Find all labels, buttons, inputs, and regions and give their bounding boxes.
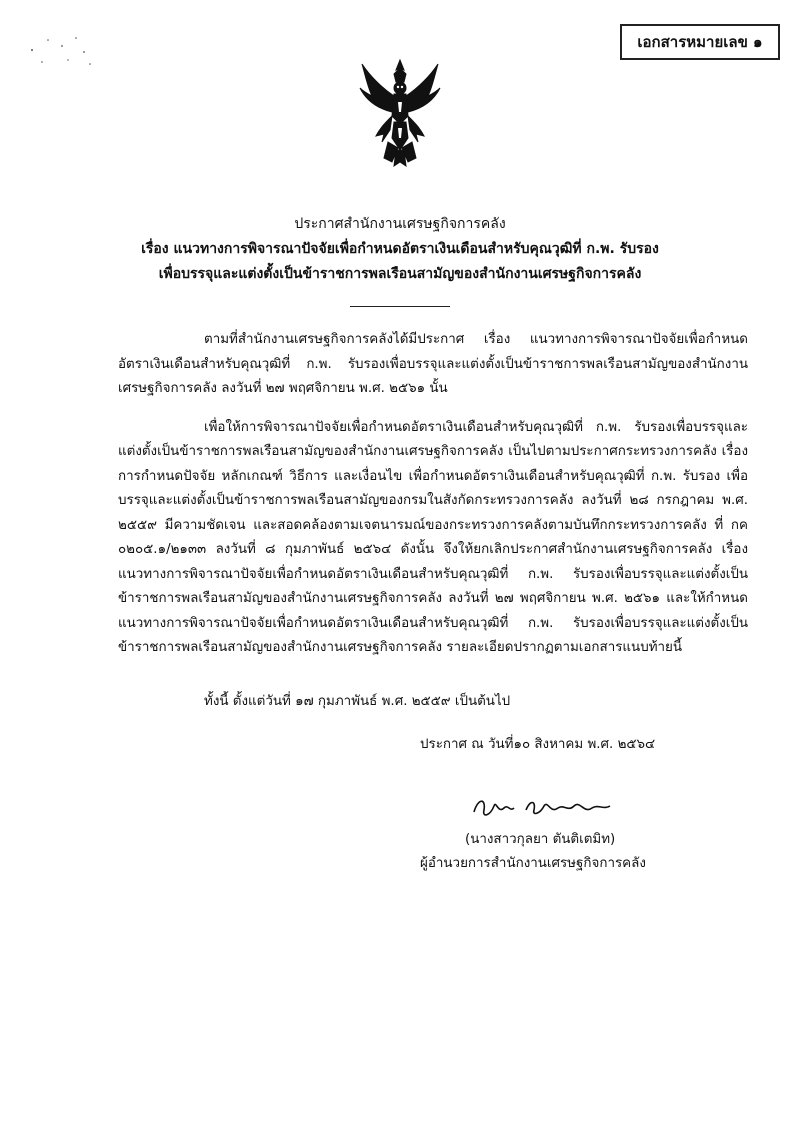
heading-divider [350, 306, 450, 307]
document-number-label: เอกสารหมายเลข ๑ [620, 24, 780, 60]
handwritten-signature [470, 790, 620, 826]
scan-speckles [28, 34, 98, 74]
signer-title: ผู้อำนวยการสำนักงานเศรษฐกิจการคลัง [420, 856, 646, 871]
garuda-emblem [358, 58, 442, 168]
heading-issuer: ประกาศสำนักงานเศรษฐกิจการคลัง [294, 216, 506, 232]
effective-date-statement: ทั้งนี้ ตั้งแต่วันที่ ๑๗ กุมภาพันธ์ พ.ศ. ๒๕๕๙ เป็นต้นไป [204, 694, 511, 709]
paragraph-background: ตามที่สำนักงานเศรษฐกิจการคลังได้มีประกาศ เรื่อง แนวทางการพิจารณาปัจจัยเพื่อกำหนดอัตราเงินเดือนสำหรับคุณวุฒิที่ ก.พ. รับรองเพื่อบรรจุและแต่งตั้งเป็นข้าราชการพลเรือนสามัญของสำนักงานเศรษฐกิจการคลัง ลงวันที่ ๒๗ พฤศจิกายน พ.ศ. ๒๕๖๑ นั้น [118, 332, 748, 396]
paragraph-purpose: เพื่อให้การพิจารณาปัจจัยเพื่อกำหนดอัตราเงินเดือนสำหรับคุณวุฒิที่ ก.พ. รับรองเพื่อบรรจุและแต่งตั้งเป็นข้าราชการพลเรือนสามัญของสำนักงานเศรษฐกิจการคลัง เป็นไปตามประกาศกระทรวงการคลัง เรื่อง การกำหนดปัจจัย หลักเกณฑ์ วิธีการ และเงื่อนไข เพื่อกำหนดอัตราเงินเดือนสำหรับคุณวุฒิที่ ก.พ. รับรอง เพื่อบรรจุและแต่งตั้งเป็นข้าราชการพลเรือนสามัญของกรมในสังกัดกระทรวงการคลัง ลงวันที่ ๒๘ กรกฎาคม พ.ศ. ๒๕๕๙ มีความชัดเจน และสอดคล้องตามเจตนารมณ์ของกระทรวงการคลังตามบันทึกกระทรวงการคลัง ที่ กค ๐๒๐๕.๑/๒๑๓๓ ลงวันที่ ๘ กุมภาพันธ์ ๒๕๖๔ ดังนั้น จึงให้ยกเลิกประกาศสำนักงานเศรษฐกิจการคลัง เรื่อง แนวทางการพิจารณาปัจจัยเพื่อกำหนดอัตราเงินเดือนสำหรับคุณวุฒิที่ ก.พ. รับรองเพื่อบรรจุและแต่งตั้งเป็นข้าราชการพลเรือนสามัญของสำนักงานเศรษฐกิจการคลัง ลงวันที่ ๒๗ พฤศจิกายน พ.ศ. ๒๕๖๑ และให้กำหนดแนวทางการพิจารณาปัจจัยเพื่อกำหนดอัตราเงินเดือนสำหรับคุณวุฒิที่ ก.พ. รับรองเพื่อบรรจุและแต่งตั้งเป็นข้าราชการพลเรือนสามัญของสำนักงานเศรษฐกิจการคลัง รายละเอียดปรากฏตามเอกสารแนบท้ายนี้ [118, 419, 748, 655]
announcement-heading [0, 212, 800, 287]
signer-name: (นางสาวกุลยา ตันติเตมิท) [465, 832, 616, 847]
announcement-date: ประกาศ ณ วันที่๑๐ สิงหาคม พ.ศ. ๒๕๖๔ [420, 737, 656, 752]
heading-subject-continued: เพื่อบรรจุและแต่งตั้งเป็นข้าราชการพลเรือนสามัญของสำนักงานเศรษฐกิจการคลัง [158, 266, 642, 282]
heading-subject: เรื่อง แนวทางการพิจารณาปัจจัยเพื่อกำหนดอัตราเงินเดือนสำหรับคุณวุฒิที่ ก.พ. รับรอง [141, 241, 659, 257]
announcement-body [118, 328, 748, 661]
